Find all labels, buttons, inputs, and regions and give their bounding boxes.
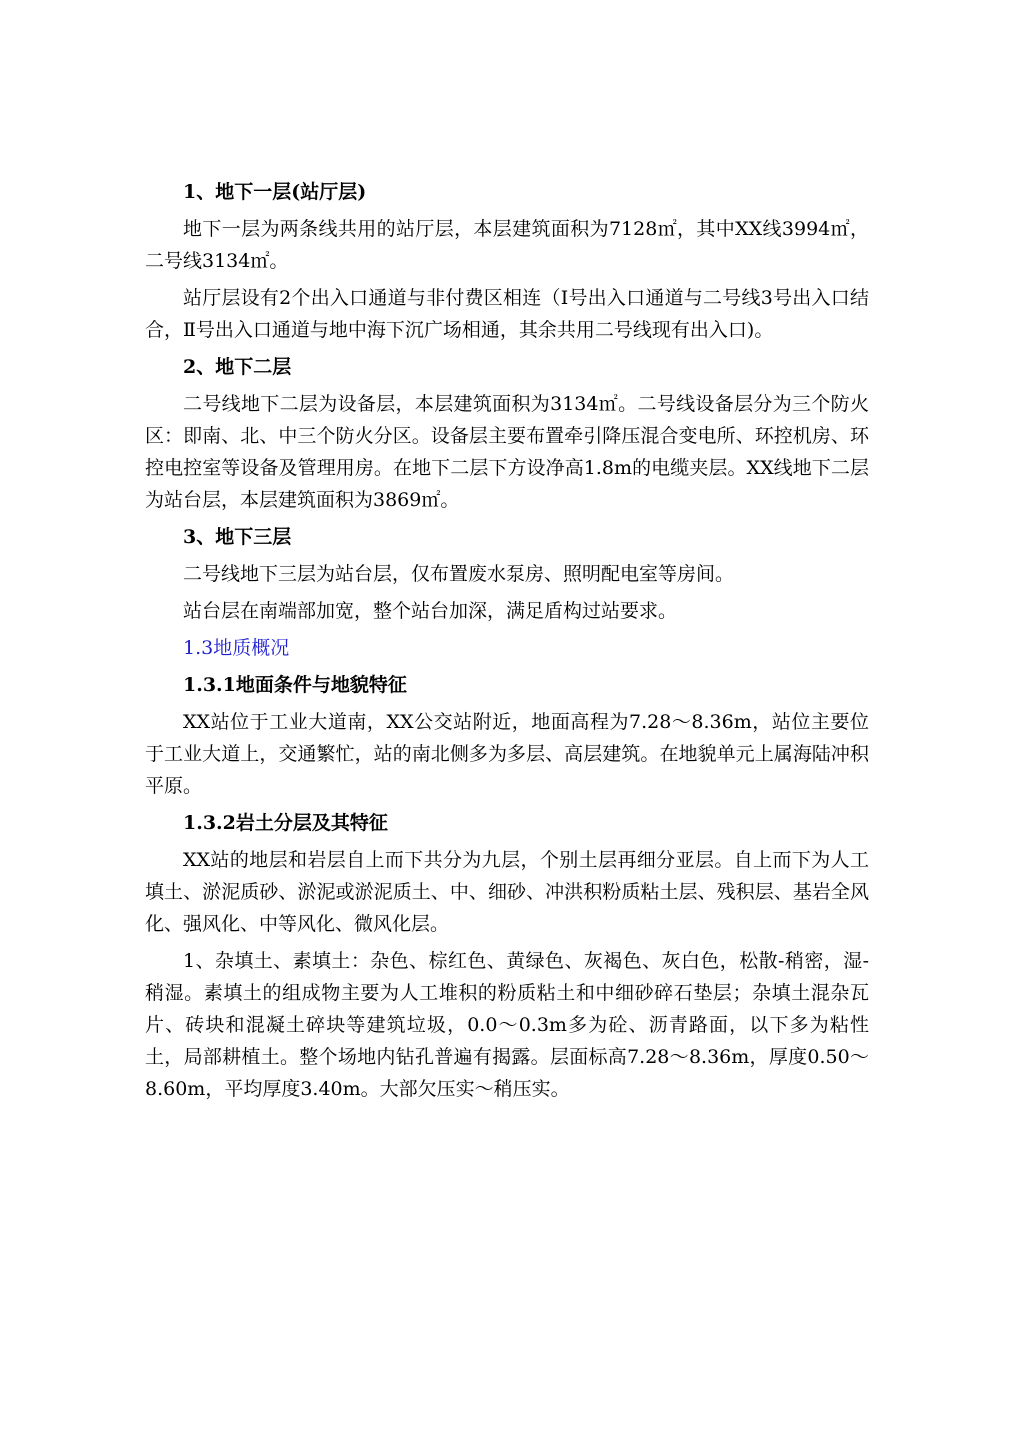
subsection-heading-strata: 1.3.2岩土分层及其特征 (183, 812, 388, 834)
section-heading-geology: 1.3地质概况 (183, 637, 290, 659)
paragraph-b3: 二号线地下三层为站台层，仅布置废水泵房、照明配电室等房间。 (183, 563, 735, 585)
paragraph-platform: 站台层在南端部加宽，整个站台加深，满足盾构过站要求。 (183, 600, 678, 622)
heading-b1: 1、地下一层(站厅层) (183, 181, 367, 203)
paragraph-b1-area: 地下一层为两条线共用的站厅层，本层建筑面积为7128㎡，其中XX线3994㎡，二号线3134㎡。 (145, 218, 869, 272)
paragraph-b2: 二号线地下二层为设备层，本层建筑面积为3134㎡。二号线设备层分为三个防火区：即南、北、中三个防火分区。设备层主要布置牵引降压混合变电所、环控机房、环控电控室等设备及管理用房。在地下二层下方设净高1.8m的电缆夹层。XX线地下二层为站台层，本层建筑面积为3869㎡。 (145, 393, 869, 511)
subsection-heading-terrain: 1.3.1地面条件与地貌特征 (183, 674, 407, 696)
paragraph-b1-entrances: 站厅层设有2个出入口通道与非付费区相连（Ⅰ号出入口通道与二号线3号出入口结合，Ⅱ号出入口通道与地中海下沉广场相通，其余共用二号线现有出入口)。 (145, 287, 869, 341)
heading-b2: 2、地下二层 (183, 356, 292, 378)
paragraph-fill-soil: 1、杂填土、素填土：杂色、棕红色、黄绿色、灰褐色、灰白色，松散-稍密，湿-稍湿。素填土的组成物主要为人工堆积的粉质粘土和中细砂碎石垫层；杂填土混杂瓦片、砖块和混凝土碎块等建筑垃圾，0.0～0.3m多为砼、沥青路面，以下多为粘性土，局部耕植土。整个场地内钻孔普遍有揭露。层面标高7.28～8.36m，厚度0.50～8.60m，平均厚度3.40m。大部欠压实～稍压实。 (145, 950, 869, 1100)
paragraph-terrain: XX站位于工业大道南，XX公交站附近，地面高程为7.28～8.36m，站位主要位于工业大道上，交通繁忙，站的南北侧多为多层、高层建筑。在地貌单元上属海陆冲积平原。 (145, 711, 869, 797)
paragraph-strata: XX站的地层和岩层自上而下共分为九层，个别土层再细分亚层。自上而下为人工填土、淤泥质砂、淤泥或淤泥质土、中、细砂、冲洪积粉质粘土层、残积层、基岩全风化、强风化、中等风化、微风化层。 (145, 849, 869, 935)
document-page (145, 176, 869, 1110)
heading-b3: 3、地下三层 (183, 526, 292, 548)
